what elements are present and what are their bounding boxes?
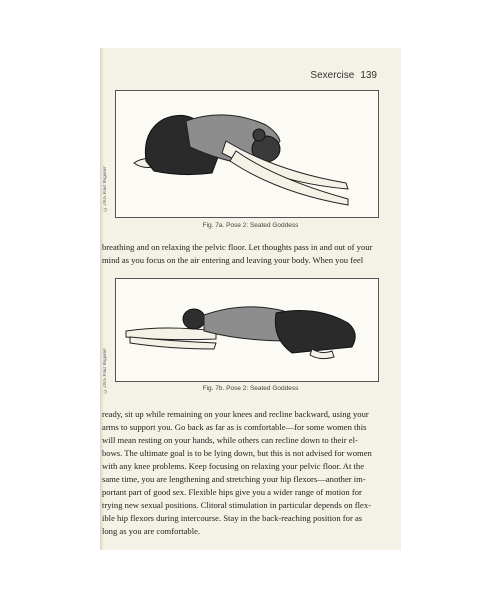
book-page bbox=[100, 48, 401, 550]
figure-7b-caption: Fig. 7b. Pose 2: Seated Goddess bbox=[202, 385, 299, 392]
illustration-reclined-pose bbox=[116, 279, 378, 381]
text-line: ready, sit up while remaining on your knees and recline backward, using your bbox=[102, 409, 369, 419]
body-paragraph-2 bbox=[102, 408, 396, 538]
running-header bbox=[310, 70, 377, 81]
figure-7a-credit: ©2005 Paul Wagoner bbox=[103, 166, 108, 211]
figure-7b-credit: ©2005 Paul Wagoner bbox=[103, 348, 108, 393]
figure-7a-caption: Fig. 7a. Pose 2: Seated Goddess bbox=[202, 222, 299, 229]
text-line: same time, you are lengthening and stretching your hip flexors—another im- bbox=[102, 474, 366, 484]
text-line: arms to support you. Go back as far as is comfortable—for some women this bbox=[102, 422, 367, 432]
text-line: breathing and on relaxing the pelvic floor. Let thoughts pass in and out of your bbox=[102, 242, 373, 252]
text-line: portant part of good sex. Flexible hips give you a wider range of motion for bbox=[102, 487, 362, 497]
chapter-title: Sexercise bbox=[310, 70, 355, 81]
illustration-childs-pose bbox=[116, 91, 378, 217]
text-line: long as you are comfortable. bbox=[102, 526, 201, 536]
text-line: mind as you focus on the air entering and leaving your body. When you feel bbox=[102, 255, 364, 265]
body-paragraph-1 bbox=[102, 241, 396, 267]
text-line: trying new sexual positions. Clitoral stimulation in particular depends on flex- bbox=[102, 500, 371, 510]
text-line: will mean resting on your hands, while others can recline down to their el- bbox=[102, 435, 358, 445]
page-number: 139 bbox=[360, 70, 377, 81]
text-line: ible hip flexors during intercourse. Stay in the back-reaching position for as bbox=[102, 513, 363, 523]
figure-7a bbox=[115, 90, 379, 218]
figure-7b bbox=[115, 278, 379, 382]
text-line: bows. The ultimate goal is to be lying down, but this is not advised for women bbox=[102, 448, 372, 458]
text-line: with any knee problems. Keep focusing on relaxing your pelvic floor. At the bbox=[102, 461, 365, 471]
